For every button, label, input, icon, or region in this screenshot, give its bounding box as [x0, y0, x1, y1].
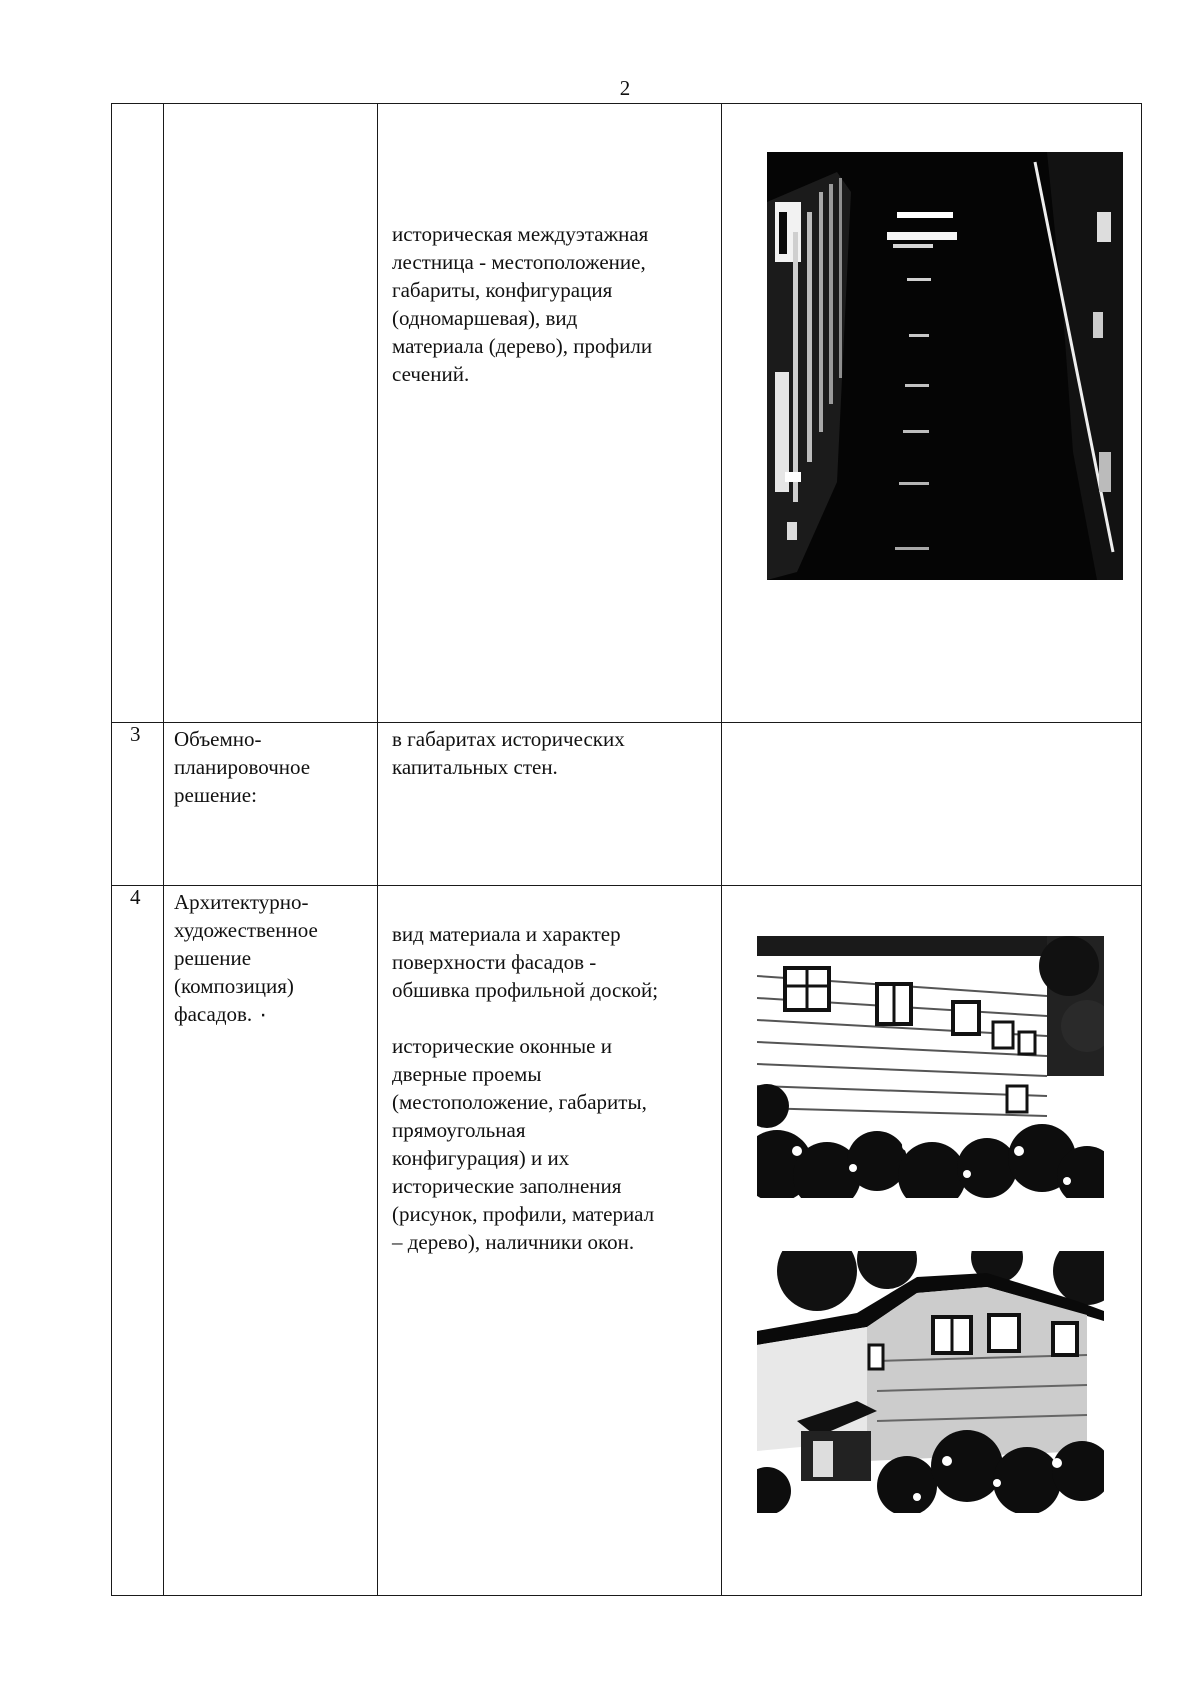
row-number: 4	[112, 886, 164, 1596]
text-line: обшивка профильной доской;	[392, 978, 659, 1002]
text-line: габариты, конфигурация	[392, 278, 613, 302]
text-line: (местоположение, габариты,	[392, 1090, 647, 1114]
text-line: историческая междуэтажная	[392, 222, 649, 246]
text-line: художественное	[174, 918, 318, 942]
text-line: (одномаршевая), вид	[392, 306, 578, 330]
text-line: (рисунок, профили, материал	[392, 1202, 655, 1226]
text-line: фасадов. ٠	[174, 1002, 269, 1026]
row-description	[378, 723, 722, 886]
text-line: дверные проемы	[392, 1062, 542, 1086]
row-description	[378, 886, 722, 1596]
row-name	[164, 886, 378, 1596]
text-line: прямоугольная	[392, 1118, 526, 1142]
text-line: исторические оконные и	[392, 1034, 612, 1058]
text-line: материала (дерево), профили	[392, 334, 653, 358]
row-description	[378, 104, 722, 723]
text-line: лестница - местоположение,	[392, 250, 646, 274]
table-row	[112, 886, 1142, 1596]
text-line: сечений.	[392, 362, 470, 386]
text-line: решение	[174, 946, 252, 970]
text-line: решение:	[174, 783, 257, 807]
row-photo-cell	[722, 723, 1142, 886]
staircase-photo	[767, 152, 1123, 580]
text-line: вид материала и характер	[392, 922, 621, 946]
table-row	[112, 104, 1142, 723]
table-row	[112, 723, 1142, 886]
text-line: – дерево), наличники окон.	[392, 1230, 635, 1254]
text-line: планировочное	[174, 755, 311, 779]
text-line: Объемно-	[174, 727, 262, 751]
text-line: исторические заполнения	[392, 1174, 622, 1198]
page-number: 2	[619, 76, 631, 100]
facade-photo-1	[757, 936, 1104, 1198]
text-line: конфигурация) и их	[392, 1146, 570, 1170]
row-name	[164, 723, 378, 886]
text-line: поверхности фасадов -	[392, 950, 597, 974]
text-line: в габаритах исторических	[392, 727, 625, 751]
text-line: (композиция)	[174, 974, 294, 998]
row-name	[164, 104, 378, 723]
text-line: капитальных стен.	[392, 755, 558, 779]
row-number	[112, 104, 164, 723]
facade-photo-2	[757, 1251, 1104, 1513]
protection-subject-table	[111, 103, 1142, 1596]
row-photo-cell	[722, 886, 1142, 1596]
row-photo-cell	[722, 104, 1142, 723]
text-line: Архитектурно-	[174, 890, 309, 914]
row-number: 3	[112, 723, 164, 886]
